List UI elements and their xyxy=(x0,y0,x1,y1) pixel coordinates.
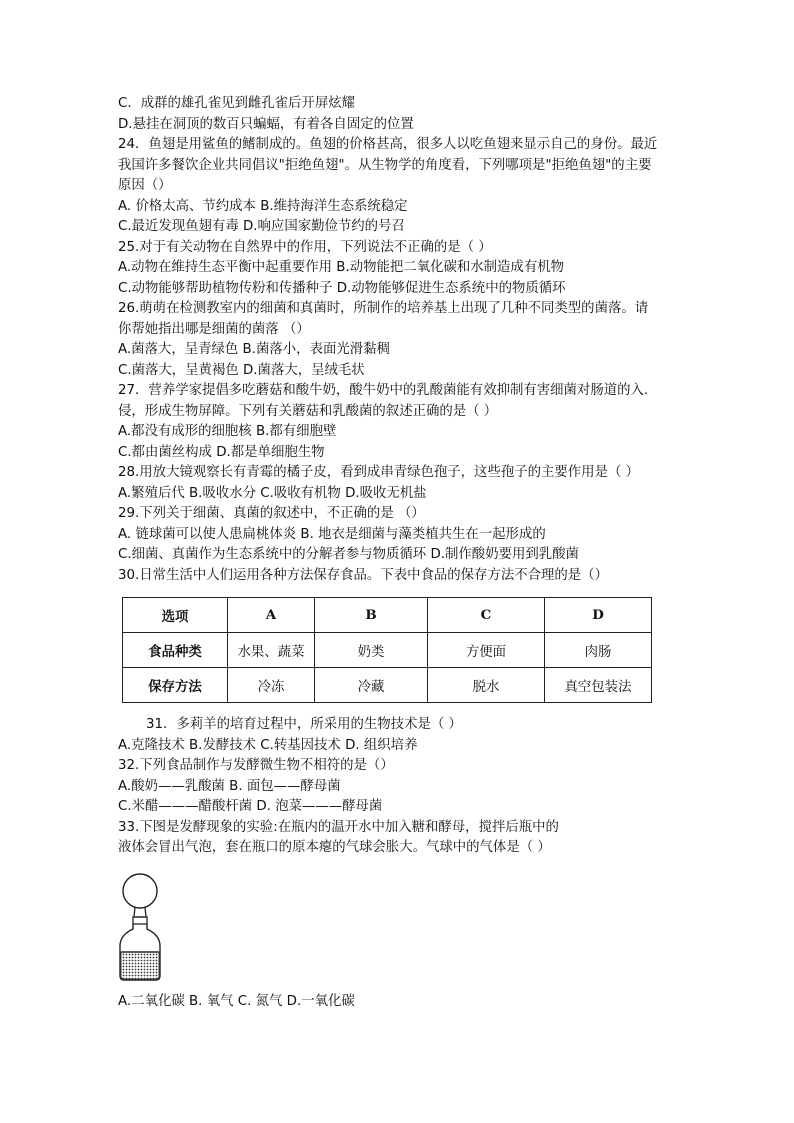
food-preservation-table xyxy=(122,597,652,703)
fermentation-bottle-balloon-figure xyxy=(110,872,170,984)
option-line: C.细菌、真菌作为生态系统中的分解者参与物质循环 D.制作酸奶要用到乳酸菌 xyxy=(118,547,579,562)
option-line: C.都由菌丝构成 D.都是单细胞生物 xyxy=(118,444,325,460)
question-27: 27．营养学家提倡多吃蘑菇和酸牛奶，酸牛奶中的乳酸菌能有效抑制有害细菌对肠道的入. xyxy=(118,383,649,398)
table-cell: 选项 xyxy=(123,598,228,633)
table-cell: 水果、蔬菜 xyxy=(228,633,315,668)
table-header-row xyxy=(123,598,652,633)
text-line: 原因（） xyxy=(118,178,172,193)
question-26: 26.萌萌在检测教室内的细菌和真菌时，所制作的培养基上出现了几种不同类型的菌落。请 xyxy=(118,301,649,316)
option-line: A.克隆技术 B.发酵技术 C.转基因技术 D. 组织培养 xyxy=(118,737,418,753)
table-row xyxy=(123,633,652,668)
question-29: 29.下列关于细菌、真菌的叙述中，不正确的是 （） xyxy=(118,506,425,521)
question-25: 25.对于有关动物在自然界中的作用，下列说法不正确的是（ ） xyxy=(118,239,492,255)
text-line: 侵，形成生物屏障。下列有关蘑菇和乳酸菌的叙述正确的是（ ） xyxy=(118,403,498,419)
text-line: 液体会冒出气泡，套在瓶口的原本瘪的气球会胀大。气球中的气体是（ ） xyxy=(118,840,551,855)
option-line: A.都没有成形的细胞核 B.都有细胞壁 xyxy=(118,424,337,439)
question-31: 31．多莉羊的培育过程中，所采用的生物技术是（ ） xyxy=(146,717,462,732)
question-33: 33.下图是发酵现象的实验:在瓶内的温开水中加入糖和酵母，搅拌后瓶中的 xyxy=(118,819,559,835)
table-cell: A xyxy=(228,598,315,633)
text-line: C．成群的雄孔雀见到雌孔雀后开屏炫耀 xyxy=(118,96,355,111)
option-line: A.菌落大，呈青绿色 B.菌落小，表面光滑黏稠 xyxy=(118,342,390,357)
question-32: 32.下列食品制作与发酵微生物不相符的是（） xyxy=(118,758,394,773)
questions-block-bottom xyxy=(118,715,678,859)
option-line: A.酸奶——乳酸菌 B. 面包——酵母菌 xyxy=(118,778,341,794)
table-cell: C xyxy=(428,598,545,633)
question-28: 28.用放大镜观察长有青霉的橘子皮，看到成串青绿色孢子，这些孢子的主要作用是（ ） xyxy=(118,465,640,480)
table-cell: 冷冻 xyxy=(228,668,315,703)
table-cell: 食品种类 xyxy=(123,633,228,668)
option-line: C.米醋———醋酸杆菌 D. 泡菜———酵母菌 xyxy=(118,799,383,814)
table-cell: D xyxy=(545,598,652,633)
text-line: 你帮她指出哪是细菌的菌落 （） xyxy=(118,321,310,337)
table-cell: 真空包装法 xyxy=(545,668,652,703)
option-line: C.菌落大，呈黄褐色 D.菌落大，呈绒毛状 xyxy=(118,362,365,378)
table-row xyxy=(123,668,652,703)
table-cell: 冷藏 xyxy=(315,668,428,703)
option-line: A. 价格太高、节约成本 B.维持海洋生态系统稳定 xyxy=(118,198,408,214)
table-cell: 奶类 xyxy=(315,633,428,668)
text-line: 我国许多餐饮企业共同倡议"拒绝鱼翅"。从生物学的角度看，下列哪项是"拒绝鱼翅"的主要 xyxy=(118,157,652,173)
question-30: 30.日常生活中人们运用各种方法保存食品。下表中食品的保存方法不合理的是（） xyxy=(118,567,608,583)
option-line: A.动物在维持生态平衡中起重要作用 B.动物能把二氧化碳和水制造成有机物 xyxy=(118,260,564,275)
option-line: C.最近发现鱼翅有毒 D.响应国家勤俭节约的号召 xyxy=(118,219,405,234)
table-cell: 方便面 xyxy=(428,633,545,668)
option-line: A. 链球菌可以使人患扁桃体炎 B. 地衣是细菌与藻类植共生在一起形成的 xyxy=(118,526,546,542)
questions-block-top xyxy=(118,94,678,586)
table-cell: B xyxy=(315,598,428,633)
option-line: A.二氧化碳 B. 氧气 C. 氮气 D.一氧化碳 xyxy=(118,994,355,1009)
question-33-options xyxy=(118,992,678,1013)
table-cell: 脱水 xyxy=(428,668,545,703)
option-line: A.繁殖后代 B.吸收水分 C.吸收有机物 D.吸收无机盐 xyxy=(118,485,427,501)
text-line: D.悬挂在洞顶的数百只蝙蝠，有着各自固定的位置 xyxy=(118,116,414,132)
question-24: 24．鱼翅是用鲨鱼的鳍制成的。鱼翅的价格甚高，很多人以吃鱼翅来显示自己的身份。最近 xyxy=(118,137,658,152)
option-line: C.动物能够帮助植物传粉和传播种子 D.动物能够促进生态系统中的物质循环 xyxy=(118,280,566,296)
table-cell: 肉肠 xyxy=(545,633,652,668)
table-cell: 保存方法 xyxy=(123,668,228,703)
